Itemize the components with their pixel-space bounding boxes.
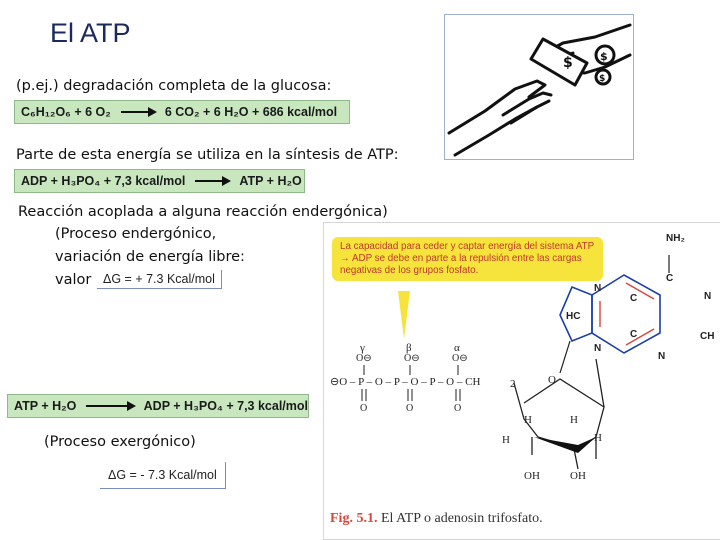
figure-label: Fig. 5.1.: [330, 511, 378, 526]
arrow-right-icon: [121, 111, 155, 113]
equation-right: ATP + H₂O: [239, 174, 302, 188]
equation-left: ATP + H₂O: [14, 399, 77, 413]
svg-text:O⊖: O⊖: [452, 353, 468, 364]
hands-exchange-icon: [445, 15, 633, 159]
svg-text:O: O: [454, 403, 462, 414]
ring-atom: N: [594, 343, 602, 354]
equation-left: ADP + H₃PO₄ + 7,3 kcal/mol: [21, 174, 186, 188]
ring-atom: HC: [566, 311, 581, 322]
sugar-oh: OH: [570, 470, 586, 482]
text-line-coupled: Reacción acoplada a alguna reacción endergónica): [18, 204, 388, 220]
hands-money-illustration: [444, 14, 634, 160]
atp-structure-diagram: [324, 223, 720, 539]
figure-caption: [330, 511, 543, 527]
ring-atom: C: [630, 293, 638, 304]
sugar-h: H: [502, 434, 510, 446]
svg-text:O⊖: O⊖: [404, 353, 420, 364]
equation-hydrolysis: [7, 394, 309, 418]
text-line-atp-synthesis: Parte de esta energía se utiliza en la síntesis de ATP:: [16, 147, 399, 163]
ribose-bond-bold: [534, 437, 596, 453]
ring-atom: N: [704, 291, 712, 302]
greek-gamma: γ: [360, 342, 365, 354]
text-line-exergonic: (Proceso exergónico): [44, 434, 196, 450]
page-title: El ATP: [50, 18, 131, 48]
equation-glucose: [14, 100, 350, 124]
svg-text:$: $: [600, 50, 608, 63]
ring-atom: N: [594, 283, 602, 294]
arrow-right-icon: [195, 180, 229, 182]
bubble-pointer: [398, 291, 410, 339]
svg-text:O: O: [360, 403, 368, 414]
ring-atom: C: [630, 329, 638, 340]
equation-right: ADP + H₃PO₄ + 7,3 kcal/mol: [143, 399, 308, 413]
repulsion-note: La capacidad para ceder y captar energía del sistema ATP → ADP se debe en parte a la repulsión entre las cargas negativas de los grupos fosfato.: [332, 237, 603, 281]
sugar-h: H: [594, 432, 602, 444]
delta-g-negative: ΔG = - 7.3 Kcal/mol: [100, 462, 226, 489]
ring-atom: C: [666, 273, 674, 284]
arrow-right-icon: [86, 405, 133, 407]
nh2-label: NH₂: [666, 233, 685, 244]
equation-left: C₆H₁₂O₆ + 6 O₂: [21, 105, 111, 119]
ring-atom: CH: [700, 331, 715, 342]
text-line-glucose: (p.ej.) degradación completa de la glucosa:: [16, 78, 332, 94]
text-line-free-energy: variación de energía libre:: [55, 249, 245, 265]
sugar-o: O: [548, 374, 556, 386]
ring-atom: N: [658, 351, 666, 362]
delta-g-positive: ΔG = + 7.3 Kcal/mol: [97, 270, 222, 289]
greek-beta: β: [406, 342, 412, 354]
figure-caption-text: El ATP o adenosin trifosfato.: [380, 511, 543, 526]
sugar-oh: OH: [524, 470, 540, 482]
equation-atp-synthesis: [14, 169, 305, 193]
text-line-endergonic: (Proceso endergónico,: [55, 226, 217, 242]
svg-text:$: $: [599, 74, 606, 84]
atp-figure: [323, 222, 720, 540]
svg-text:$: $: [563, 55, 573, 71]
greek-alpha: α: [454, 342, 460, 354]
equation-right: 6 CO₂ + 6 H₂O + 686 kcal/mol: [164, 105, 338, 119]
svg-text:O: O: [406, 403, 414, 414]
svg-text:O⊖: O⊖: [356, 353, 372, 364]
svg-text:⊖O – P – O – P – O – P – O – C: ⊖O – P – O – P – O – P – O – CH: [330, 376, 481, 388]
sugar-h: H: [570, 414, 578, 426]
sugar-h: H: [524, 414, 532, 426]
ch2-sub: 2: [510, 378, 516, 390]
text-line-value: valor: [55, 272, 92, 288]
